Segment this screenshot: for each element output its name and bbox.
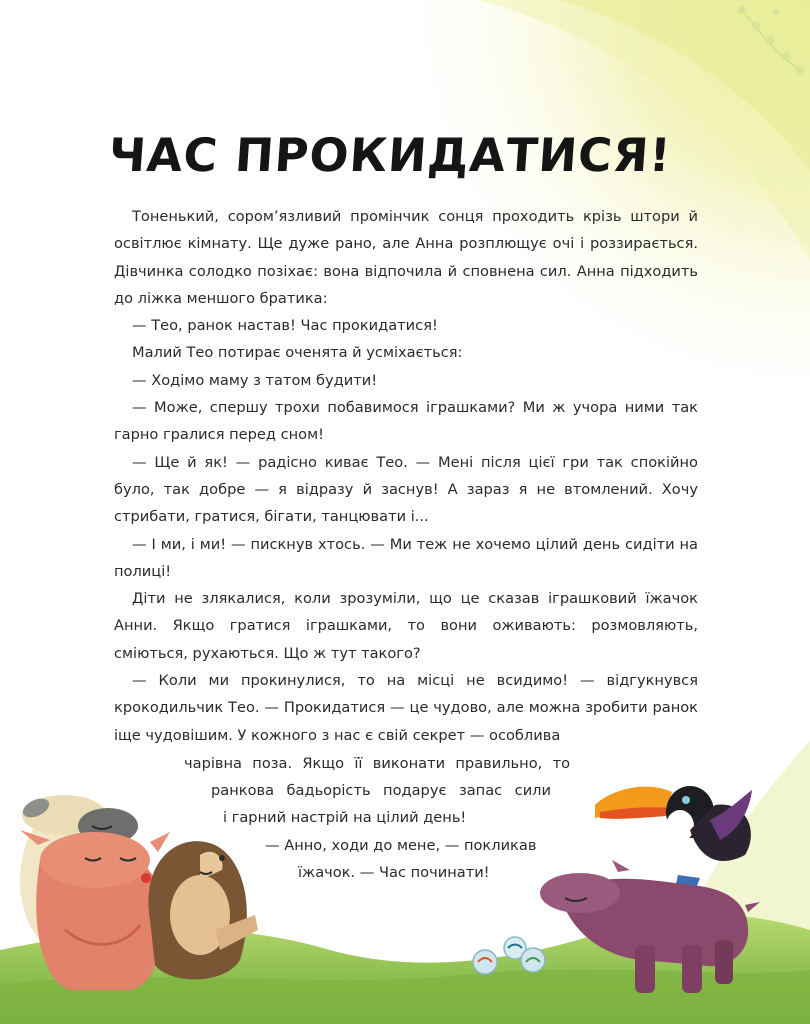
paragraph: Тоненький, сором’язливий промінчик сонця проходить крізь штори й освітлює кімнату. Ще дуже рано, але Анна розплющує очі і роззирається. Дівчинка солодко позіхає: вона відпочила й сповнена сил. Анна підходить до ліжка меншого братика: xyxy=(114,208,698,307)
narrow-line: чарівна поза. Якщо її виконати правильно, то xyxy=(184,755,570,772)
story-text xyxy=(114,203,698,749)
paragraph: Діти не злякалися, коли зрозуміли, що це сказав іграшковий їжачок Анни. Якщо гратися іграшками, то вони оживають: розмовляють, сміються, рухаються. Що ж тут такого? xyxy=(114,590,698,662)
narrow-line: їжачок. — Час починати! xyxy=(298,864,490,881)
narrow-line: — Анно, ходи до мене, — покликав xyxy=(265,837,537,854)
narrow-line: ранкова бадьорість подарує запас сили xyxy=(211,782,551,799)
paragraph: — Коли ми прокинулися, то на місці не всидимо! — відгукнувся крокодильчик Тео. — Прокидатися — це чудово, але можна зробити ранок іще чудовішим. У кожного з нас є свій секрет — особлива xyxy=(114,672,698,744)
paragraph: — Тео, ранок настав! Час прокидатися! xyxy=(132,317,438,335)
paragraph: — Може, спершу трохи побавимося іграшками? Ми ж учора ними так гарно гралися перед сном! xyxy=(114,399,698,444)
paragraph: — Ще й як! — радісно киває Тео. — Мені після цієї гри так спокійно було, так добре — я відразу й заснув! А зараз я не втомлений. Хочу стрибати, гратися, бігати, танцювати і... xyxy=(114,453,698,526)
page-title: ЧАС ПРОКИДАТИСЯ! xyxy=(106,128,674,182)
paragraph: — І ми, і ми! — пискнув хтось. — Ми теж не хочемо цілий день сидіти на полиці! xyxy=(114,535,698,580)
narrow-line: і гарний настрій на цілий день! xyxy=(223,809,467,826)
paragraph: Малий Тео потирає оченята й усміхається: xyxy=(132,344,463,362)
paragraph: — Ходімо маму з татом будити! xyxy=(132,371,378,389)
